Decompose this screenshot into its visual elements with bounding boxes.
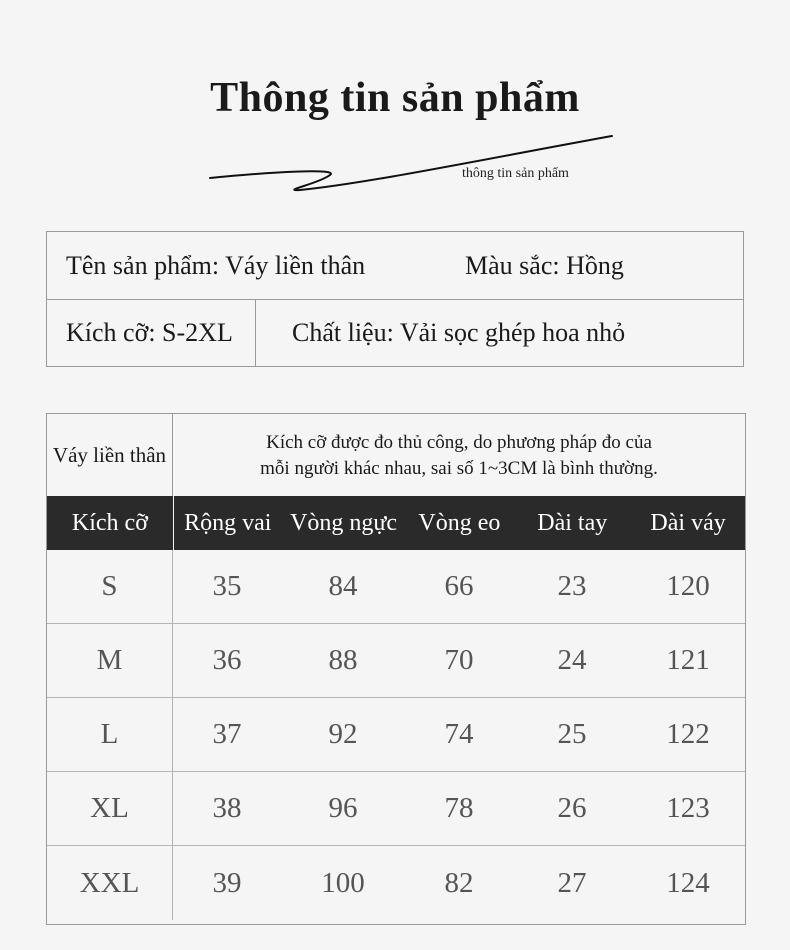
subtitle: thông tin sản phẩm bbox=[462, 166, 569, 181]
table-cell: 36 bbox=[212, 644, 242, 676]
table-cell: 123 bbox=[666, 792, 710, 824]
table-cell: 37 bbox=[212, 718, 242, 750]
size-chart-note-line2: mỗi người khác nhau, sai số 1~3CM là bình thường. bbox=[260, 458, 658, 479]
squiggle-decoration bbox=[200, 128, 620, 198]
table-cell: 66 bbox=[444, 570, 474, 602]
table-cell: 35 bbox=[212, 570, 242, 602]
table-cell: 39 bbox=[212, 866, 242, 899]
table-cell: 88 bbox=[328, 644, 358, 676]
column-header: Vòng eo bbox=[418, 509, 501, 536]
table-cell: 38 bbox=[212, 792, 242, 824]
table-cell-size: XL bbox=[47, 772, 173, 845]
column-header: Dài váy bbox=[650, 509, 726, 536]
table-cell: 25 bbox=[557, 718, 587, 750]
table-cell: 122 bbox=[666, 718, 710, 750]
product-color: Màu sắc: Hồng bbox=[465, 251, 624, 280]
size-chart-product-label: Váy liền thân bbox=[47, 414, 173, 496]
product-name: Tên sản phẩm: Váy liền thân bbox=[66, 251, 366, 280]
size-chart-note-line1: Kích cỡ được đo thủ công, do phương pháp đo của bbox=[266, 432, 652, 453]
size-chart bbox=[46, 413, 746, 925]
size-chart-body bbox=[47, 550, 745, 920]
table-row bbox=[47, 550, 745, 624]
product-size-range: Kích cỡ: S-2XL bbox=[66, 318, 233, 347]
table-cell: 120 bbox=[666, 570, 710, 602]
table-cell: 23 bbox=[557, 570, 587, 602]
table-cell: 70 bbox=[444, 644, 474, 676]
table-cell: 26 bbox=[557, 792, 587, 824]
column-header: Rộng vai bbox=[184, 509, 272, 536]
size-chart-note bbox=[173, 430, 745, 482]
info-divider-horizontal bbox=[47, 299, 743, 300]
table-cell: 24 bbox=[557, 644, 587, 676]
table-cell: 82 bbox=[444, 866, 474, 899]
table-cell: 92 bbox=[328, 718, 358, 750]
table-cell: 100 bbox=[321, 866, 365, 899]
table-cell: 96 bbox=[328, 792, 358, 824]
table-cell-size: XXL bbox=[47, 846, 173, 920]
table-cell-size: L bbox=[47, 698, 173, 771]
table-cell-size: S bbox=[47, 550, 173, 623]
table-cell: 78 bbox=[444, 792, 474, 824]
product-material: Chất liệu: Vải sọc ghép hoa nhỏ bbox=[292, 318, 626, 347]
column-header: Dài tay bbox=[537, 509, 608, 536]
table-cell: 124 bbox=[666, 866, 710, 899]
table-cell: 121 bbox=[666, 644, 710, 676]
table-row bbox=[47, 698, 745, 772]
table-row bbox=[47, 846, 745, 920]
table-row bbox=[47, 624, 745, 698]
size-chart-header-row bbox=[47, 496, 745, 550]
table-row bbox=[47, 772, 745, 846]
table-cell: 27 bbox=[557, 866, 587, 899]
product-info-box bbox=[46, 231, 744, 367]
column-header: Vòng ngực bbox=[290, 509, 398, 536]
table-cell: 84 bbox=[328, 570, 358, 602]
column-header: Kích cỡ bbox=[47, 496, 174, 550]
page-title: Thông tin sản phẩm bbox=[210, 75, 580, 121]
info-divider-vertical bbox=[255, 299, 256, 366]
table-cell-size: M bbox=[47, 624, 173, 697]
table-cell: 74 bbox=[444, 718, 474, 750]
